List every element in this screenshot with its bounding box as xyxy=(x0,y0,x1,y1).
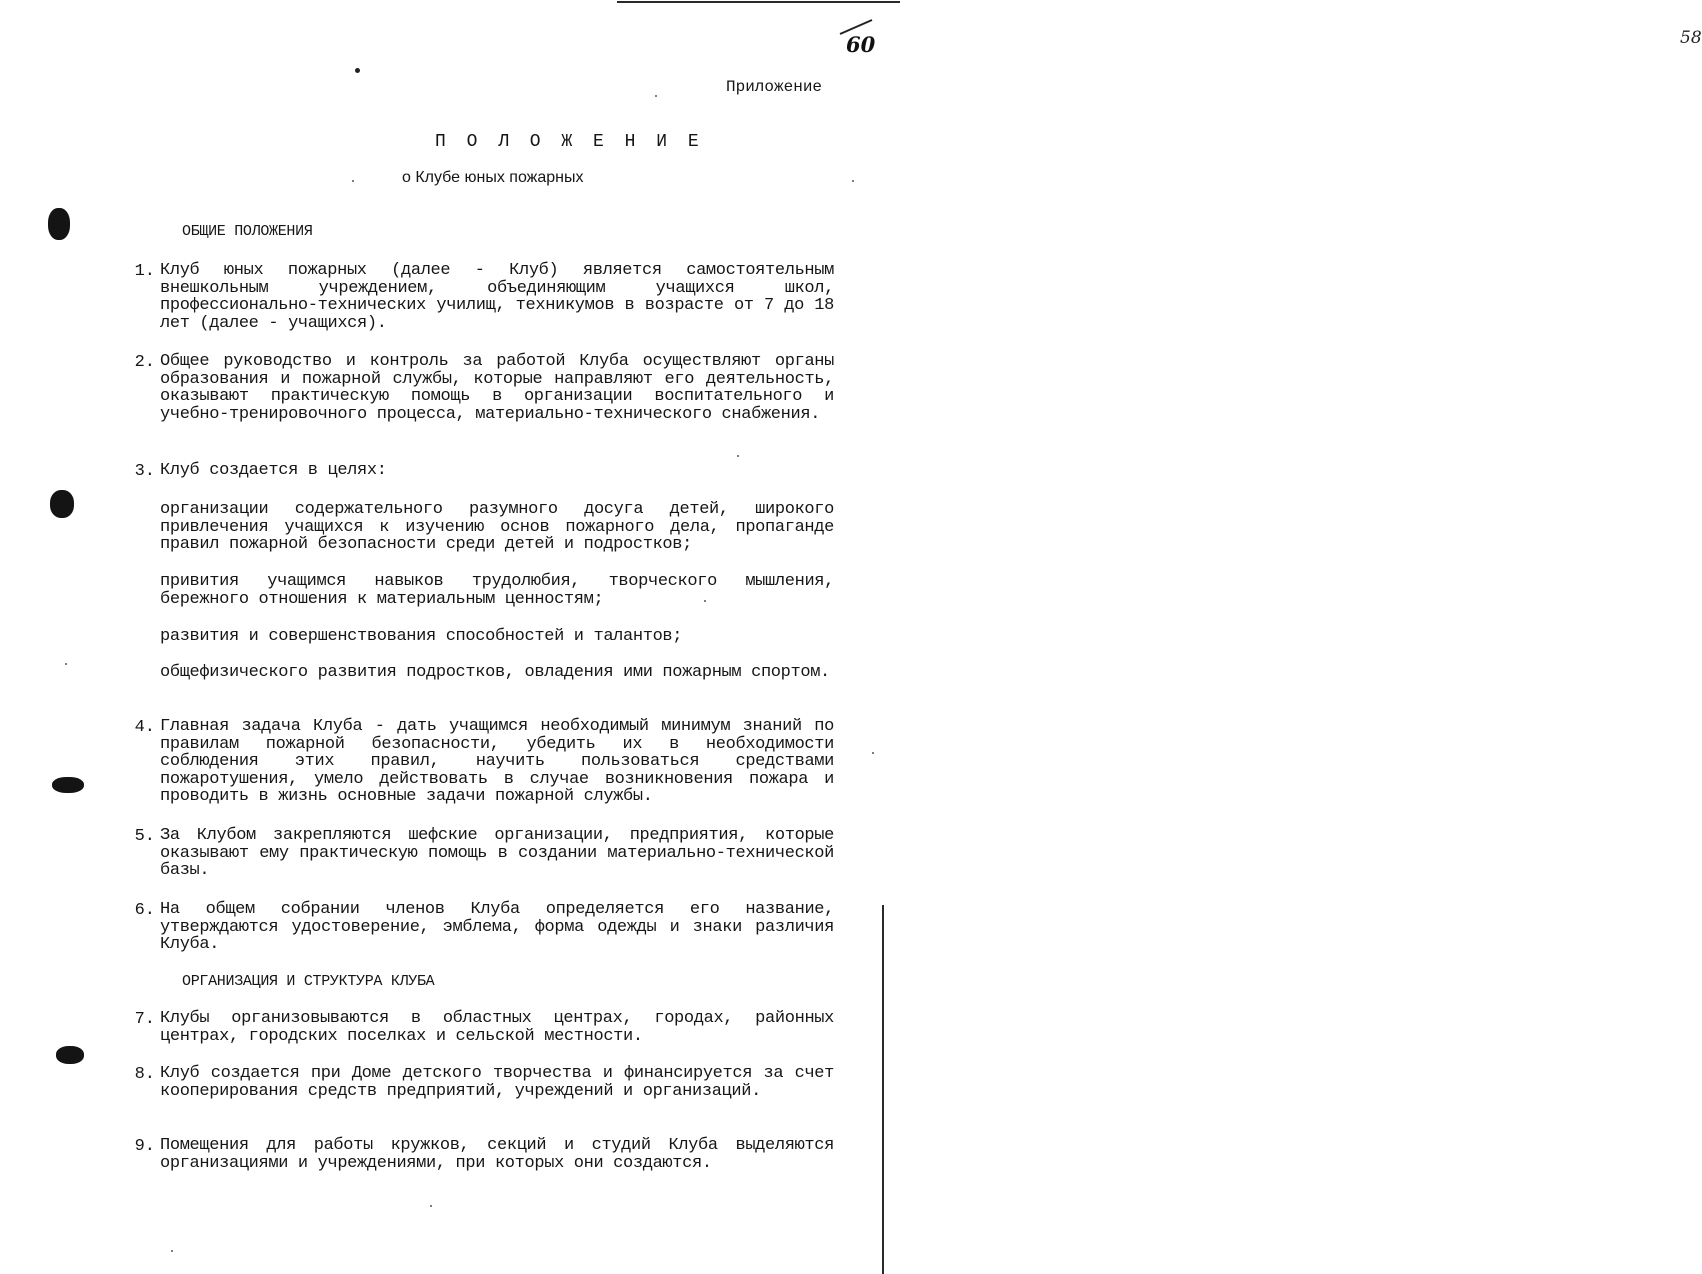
item-text: Главная задача Клуба - дать учащимся необходимый минимум знаний по правилам пожарной безопасности, убедить их в необходимости соблюдения этих правил, научить пользоваться средствами пожаротушения, умело действовать в случае возникновения пожара и проводить в жизнь основные задачи пожарной службы. xyxy=(160,717,834,806)
item-number: 1. xyxy=(134,262,155,281)
speck xyxy=(737,455,739,457)
item-number: 7. xyxy=(134,1010,155,1029)
item-number: 3. xyxy=(134,462,155,481)
appendix-label: Приложение xyxy=(726,78,823,96)
document-subtitle: о Клубе юных пожарных xyxy=(402,169,584,186)
item-number: 9. xyxy=(134,1137,155,1156)
item-number: 5. xyxy=(134,827,155,846)
item-number: 6. xyxy=(134,901,155,920)
page-number-old: 58 xyxy=(1680,28,1702,48)
item-text: Клубы организовываются в областных центрах, городах, районных центрах, городских поселках и сельской местности. xyxy=(160,1009,834,1046)
item-text: Помещения для работы кружков, секций и студий Клуба выделяются организациями и учреждениями, при которых они создаются. xyxy=(160,1136,834,1173)
page-number-stamp xyxy=(838,12,1702,60)
item-number: 4. xyxy=(134,718,155,737)
speck xyxy=(704,600,706,602)
document-title: П О Л О Ж Е Н И Е xyxy=(435,132,704,152)
speck xyxy=(355,68,360,73)
speck xyxy=(872,752,874,754)
item-number: 8. xyxy=(134,1065,155,1084)
item-number: 2. xyxy=(134,353,155,372)
goal-item: развития и совершенствования способностей и талантов; xyxy=(160,627,683,646)
goal-item: организации содержательного разумного досуга детей, широкого привлечения учащихся к изучению основ пожарного дела, пропаганде правил пожарной безопасности среди детей и подростков; xyxy=(160,500,834,554)
speck xyxy=(171,1250,173,1252)
goal-item: общефизического развития подростков, овладения ими пожарным спортом. xyxy=(160,663,830,682)
item-text: Клуб создается в целях: xyxy=(160,461,387,480)
item-text: Клуб создается при Доме детского творчества и финансируется за счет кооперирования средств предприятий, учреждений и организаций. xyxy=(160,1064,834,1101)
speck xyxy=(65,663,67,665)
item-text: На общем собрании членов Клуба определяется его название, утверждаются удостоверение, эмблема, форма одежды и знаки различия Клуба. xyxy=(160,900,834,954)
section-heading-general: ОБЩИЕ ПОЛОЖЕНИЯ xyxy=(182,223,313,240)
speck xyxy=(655,95,657,97)
item-text: Клуб юных пожарных (далее - Клуб) является самостоятельным внешкольным учреждением, объединяющим учащихся школ, профессионально-технических училищ, техникумов в возрасте от 7 до 18 лет (далее - учащихся). xyxy=(160,261,834,333)
punch-hole-mark-icon xyxy=(50,490,74,518)
item-text: За Клубом закрепляются шефские организации, предприятия, которые оказывают ему практическую помощь в создании материально-технической базы. xyxy=(160,826,834,880)
goal-item: привития учащимся навыков трудолюбия, творческого мышления, бережного отношения к материальным ценностям; xyxy=(160,572,834,609)
punch-hole-mark-icon xyxy=(48,208,70,240)
scan-border-right xyxy=(882,905,884,1274)
item-text: Общее руководство и контроль за работой Клуба осуществляют органы образования и пожарной службы, которые направляют его деятельность, оказывают практическую помощь в организации воспитательного и учебно-тренировочного процесса, материально-технического снабжения. xyxy=(160,352,834,424)
scan-border-top xyxy=(617,1,900,3)
punch-hole-mark-icon xyxy=(52,777,84,793)
speck xyxy=(852,180,854,182)
speck xyxy=(352,180,354,182)
speck xyxy=(430,1205,432,1207)
page-number: 60 xyxy=(846,32,876,57)
punch-hole-mark-icon xyxy=(56,1046,84,1064)
section-heading-organization: ОРГАНИЗАЦИЯ И СТРУКТУРА КЛУБА xyxy=(182,973,435,990)
